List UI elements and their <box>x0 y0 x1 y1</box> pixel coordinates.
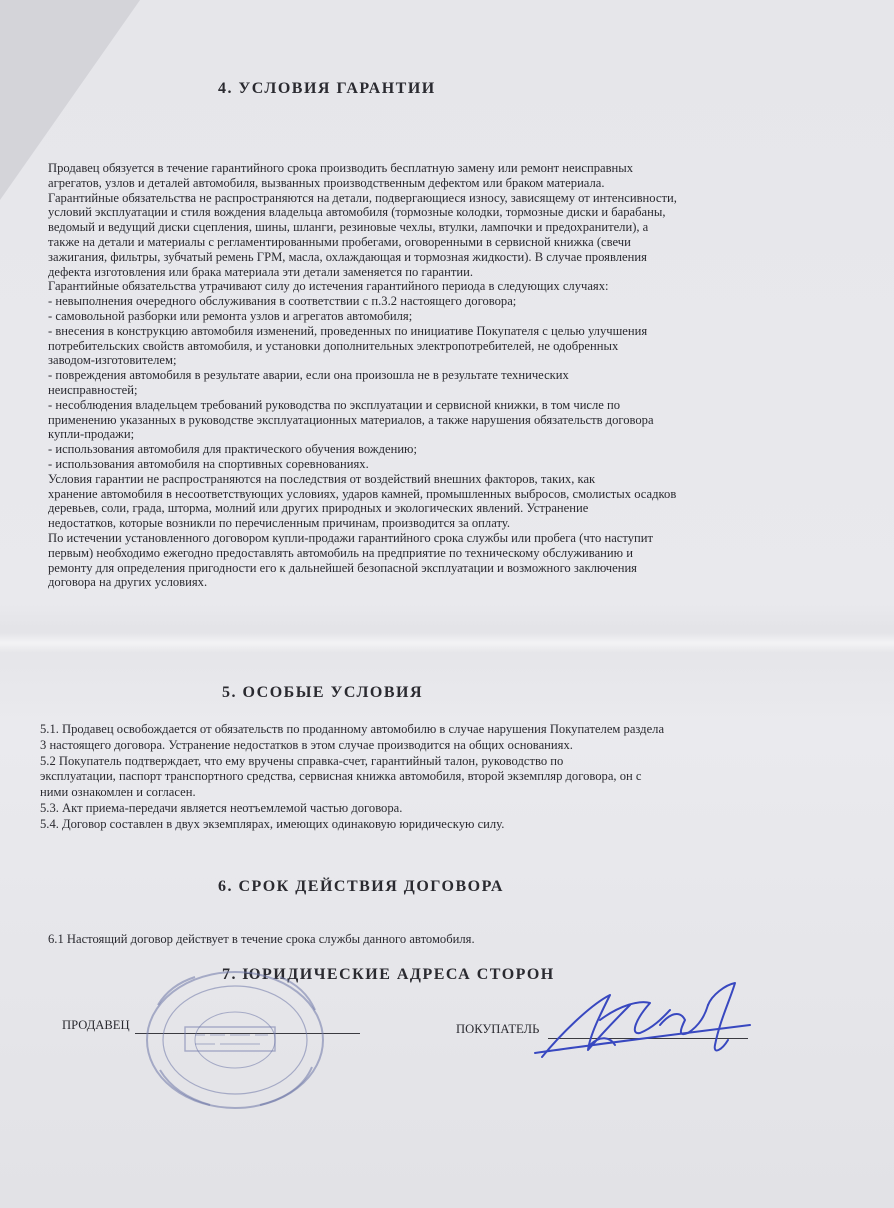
body-line: Гарантийные обязательства утрачивают силу до истечения гарантийного периода в следующих случаях: <box>48 279 609 294</box>
section-4-body <box>48 161 758 590</box>
body-line: 5.3. Акт приема-передачи является неотъемлемой частью договора. <box>40 800 403 815</box>
body-line: Условия гарантии не распространяются на последствия от воздействий внешних факторов, таких, как <box>48 471 596 486</box>
body-line: ремонту для определения пригодности его к дальнейшей безопасной эксплуатации и возможного заключения <box>48 560 637 575</box>
paper-fold-crease <box>0 633 894 653</box>
body-line: хранение автомобиля в несоответствующих условиях, ударов камней, промышленных выбросов, смолистых осадков <box>48 486 677 501</box>
section-4-title: 4. УСЛОВИЯ ГАРАНТИИ <box>218 80 436 97</box>
body-line: первым) необходимо ежегодно предоставлять автомобиль на предприятие по техническому обслуживанию и <box>48 545 633 560</box>
body-line: - невыполнения очередного обслуживания в соответствии с п.3.2 настоящего договора; <box>48 294 517 309</box>
body-line: неисправностей; <box>48 382 138 397</box>
body-line: 5.2 Покупатель подтверждает, что ему вручены справка-счет, гарантийный талон, руководство по <box>40 753 564 768</box>
body-line: также на детали и материалы с регламентированными пробегами, оговоренными в сервисной книжка (свечи <box>48 234 631 249</box>
body-line: - самовольной разборки или ремонта узлов и агрегатов автомобиля; <box>48 308 413 323</box>
body-line: купли-продажи; <box>48 427 135 442</box>
buyer-label: ПОКУПАТЕЛЬ <box>456 1022 540 1036</box>
body-line: потребительских свойств автомобиля, и установки дополнительных электропотребителей, не одобренных <box>48 338 619 353</box>
body-line: недостатков, которые возникли по перечисленным причинам, производится за оплату. <box>48 516 510 531</box>
body-line: зажигания, фильтры, зубчатый ремень ГРМ, масла, охлаждающая и тормозная жидкости). В случае проявления <box>48 249 647 264</box>
body-line: применению указанных в руководстве эксплуатационных материалов, а также нарушения обязательств договора <box>48 412 654 427</box>
body-line: заводом-изготовителем; <box>48 353 177 368</box>
buyer-handwritten-signature <box>530 975 760 1070</box>
body-line: Продавец обязуется в течение гарантийного срока производить бесплатную замену или ремонт неисправных <box>48 161 634 175</box>
body-line: - несоблюдения владельцем требований руководства по эксплуатации и сервисной книжки, в том числе по <box>48 397 621 412</box>
body-line: 5.4. Договор составлен в двух экземплярах, имеющих одинаковую юридическую силу. <box>40 816 505 831</box>
body-line: 3 настоящего договора. Устранение недостатков в этом случае производится на общих основаниях. <box>40 737 573 752</box>
body-line: ними ознакомлен и согласен. <box>40 785 196 800</box>
seller-stamp-seal <box>140 965 330 1115</box>
body-line: 6.1 Настоящий договор действует в течение срока службы данного автомобиля. <box>48 932 475 946</box>
body-line: агрегатов, узлов и деталей автомобиля, вызванных производственным дефектом или браком материала. <box>48 175 605 190</box>
section-6-body <box>48 932 748 947</box>
section-6-title: 6. СРОК ДЕЙСТВИЯ ДОГОВОРА <box>218 878 504 895</box>
body-line: дефекта изготовления или брака материала эти детали заменяется по гарантии. <box>48 264 473 279</box>
seller-label: ПРОДАВЕЦ <box>62 1018 130 1032</box>
section-5-title: 5. ОСОБЫЕ УСЛОВИЯ <box>222 684 424 701</box>
body-line: - использования автомобиля на спортивных соревнованиях. <box>48 456 369 471</box>
body-line: эксплуатации, паспорт транспортного средства, сервисная книжка автомобиля, второй экземпляр договора, он с <box>40 769 642 784</box>
body-line: Гарантийные обязательства не распространяются на детали, подвергающиеся износу, зависящему от интенсивности, <box>48 190 677 205</box>
section-5-body <box>40 722 780 833</box>
body-line: ведомый и ведущий диски сцепления, шины, шланги, резиновые чехлы, втулки, лампочки и предохранители), а <box>48 220 649 235</box>
body-line: По истечении установленного договором купли-продажи гарантийного срока службы или пробега (что наступит <box>48 530 654 545</box>
body-line: договора на других условиях. <box>48 575 208 590</box>
body-line: - повреждения автомобиля в результате аварии, если она произошла не в результате технических <box>48 368 569 383</box>
body-line: деревьев, соли, града, шторма, молний или других природных и экологических явлений. Устранение <box>48 501 589 516</box>
body-line: условий эксплуатации и стиля вождения владельца автомобиля (тормозные колодки, тормозные диски и барабаны, <box>48 205 666 220</box>
body-line: 5.1. Продавец освобождается от обязательств по проданному автомобилю в случае нарушения Покупателем раздела <box>40 722 665 736</box>
body-line: - внесения в конструкцию автомобиля изменений, проведенных по инициативе Покупателя с целью улучшения <box>48 323 648 338</box>
section-7-title: 7. ЮРИДИЧЕСКИЕ АДРЕСА СТОРОН <box>222 966 555 983</box>
body-line: - использования автомобиля для практического обучения вождению; <box>48 442 417 457</box>
